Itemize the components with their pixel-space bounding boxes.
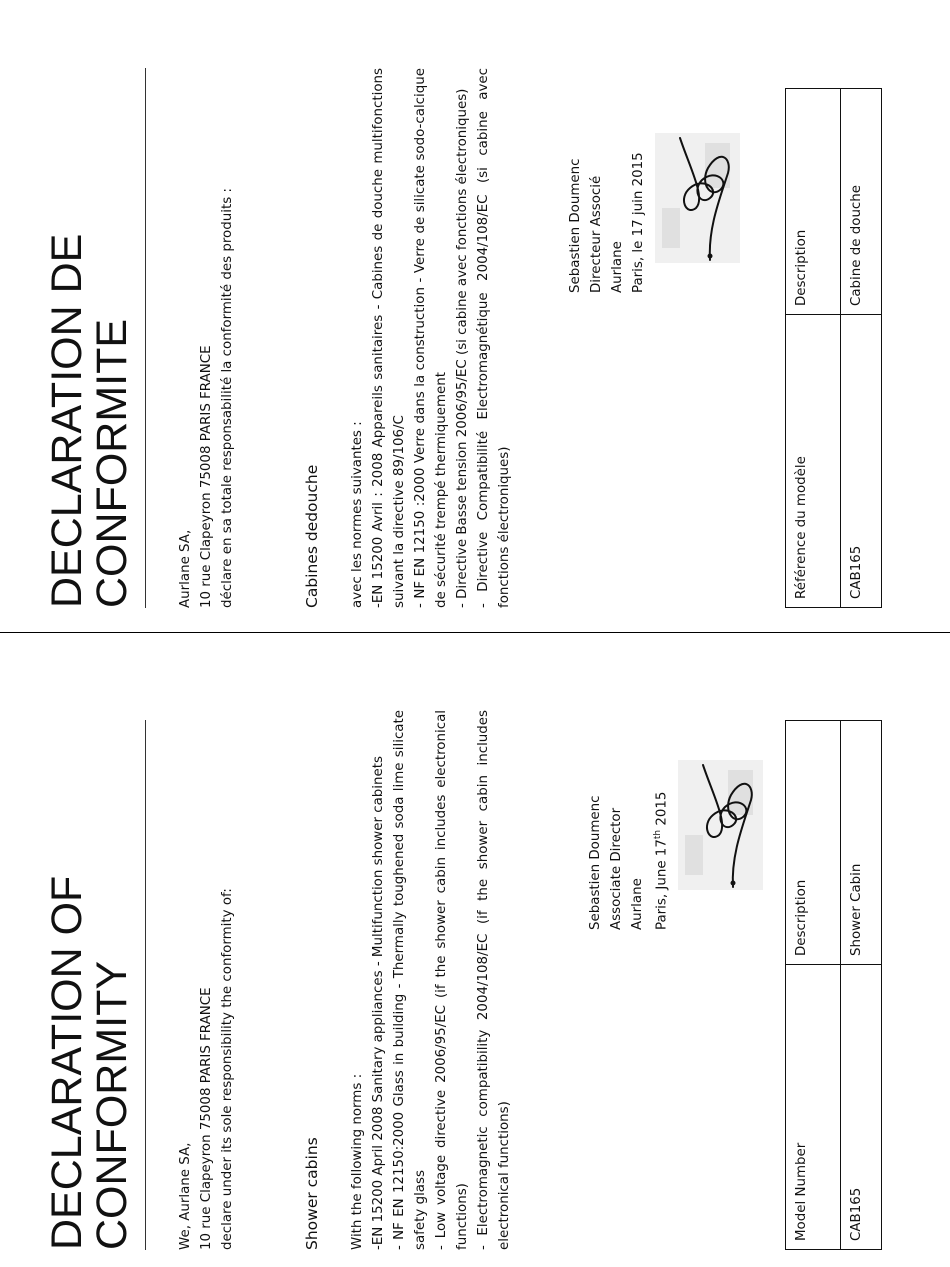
french-norms-intro: avec les normes suivantes : [350, 421, 365, 608]
table-header-row [786, 89, 841, 608]
english-title-rule [145, 720, 146, 1250]
table-header-row [786, 721, 841, 1250]
french-product-heading: Cabines dedouche [303, 464, 321, 608]
english-intro [175, 710, 238, 1250]
french-norm-item: - Directive Compatibilité Electromagnétique 2004/108/EC (si cabine avec fonctions électroniques) [476, 68, 512, 608]
english-signatory [585, 792, 672, 930]
english-signatory-name: Sebastien Doumenc [588, 795, 603, 930]
table-row [841, 721, 882, 1250]
english-date-suffix: th [653, 829, 663, 840]
table-header-cell: Description [786, 721, 841, 965]
english-signatory-company: Aurlane [630, 878, 645, 930]
french-title-line-2: CONFORMITE [88, 318, 136, 608]
french-product-table [785, 88, 882, 608]
french-norm-item: - Directive Basse tension 2006/95/EC (si cabine avec fonctions électroniques) [455, 88, 470, 608]
english-title [45, 660, 135, 1250]
table-row [841, 89, 882, 608]
english-title-line-2: CONFORMITY [88, 960, 136, 1250]
french-signatory-name: Sebastien Doumenc [568, 158, 583, 293]
french-title-line-1: DECLARATION DE [43, 233, 91, 608]
table-cell: Cabine de douche [841, 89, 882, 315]
french-norm-item: -EN 15200 Avril : 2008 Appareils sanitaires - Cabines de douche multifonctions suivant la directive 89/106/C [371, 68, 407, 608]
french-declaration-text: déclare en sa totale responsabilité la conformité des produits : [220, 188, 235, 608]
english-signatory-title: Associate Director [609, 807, 624, 930]
english-date-year: 2015 [654, 791, 670, 830]
english-norms [347, 710, 515, 1250]
french-intro [175, 68, 238, 608]
french-signatory [565, 152, 649, 293]
french-signatory-title: Directeur Associé [589, 175, 604, 293]
english-norms-intro: With the following norms : [350, 1073, 365, 1250]
english-date-prefix: Paris, June 17 [654, 839, 670, 930]
english-declaration [45, 660, 885, 1250]
english-company: We, Aurlane SA, [178, 1142, 193, 1250]
english-address: 10 rue Clapeyron 75008 PARIS FRANCE [199, 987, 214, 1250]
english-product-table [785, 720, 882, 1250]
table-cell: CAB165 [841, 965, 882, 1250]
table-header-cell: Model Number [786, 965, 841, 1250]
english-date [648, 792, 672, 930]
french-date: Paris, le 17 juin 2015 [631, 152, 646, 293]
english-product-heading: Shower cabins [303, 1137, 321, 1250]
english-signature-image [673, 755, 768, 895]
english-declaration-text: declare under its sole responsibility the conformity of: [220, 888, 235, 1250]
table-cell: Shower Cabin [841, 721, 882, 965]
french-title-rule [145, 68, 146, 608]
page-divider [0, 632, 950, 633]
english-norm-item: - Low voltage directive 2006/95/EC (if the shower cabin includes electronical functions) [434, 710, 470, 1250]
english-norm-item: - NF EN 12150:2000 Glass in building - Thermally toughened soda lime silicate safety glass [392, 710, 428, 1250]
table-header-cell: Référence du modèle [786, 315, 841, 608]
french-company: Aurlane SA, [178, 529, 193, 608]
english-title-line-1: DECLARATION OF [43, 875, 91, 1250]
english-norm-item: - Electromagnetic compatibility 2004/108/EC (if the shower cabin includes electronical functions) [476, 710, 512, 1250]
french-title [45, 18, 135, 608]
table-cell: CAB165 [841, 315, 882, 608]
french-norm-item: - NF EN 12150 :2000 Verre dans la construction - Verre de silicate sodo-calcique de sécurité trempé thermiquement [413, 68, 449, 608]
french-declaration [45, 18, 885, 608]
table-header-cell: Description [786, 89, 841, 315]
french-signatory-company: Aurlane [610, 241, 625, 293]
french-signature-image [650, 128, 745, 268]
english-norm-item: -EN 15200 April 2008 Sanitary appliances - Multifunction shower cabinets [371, 756, 386, 1250]
french-address: 10 rue Clapeyron 75008 PARIS FRANCE [199, 345, 214, 608]
french-norms [347, 68, 515, 608]
